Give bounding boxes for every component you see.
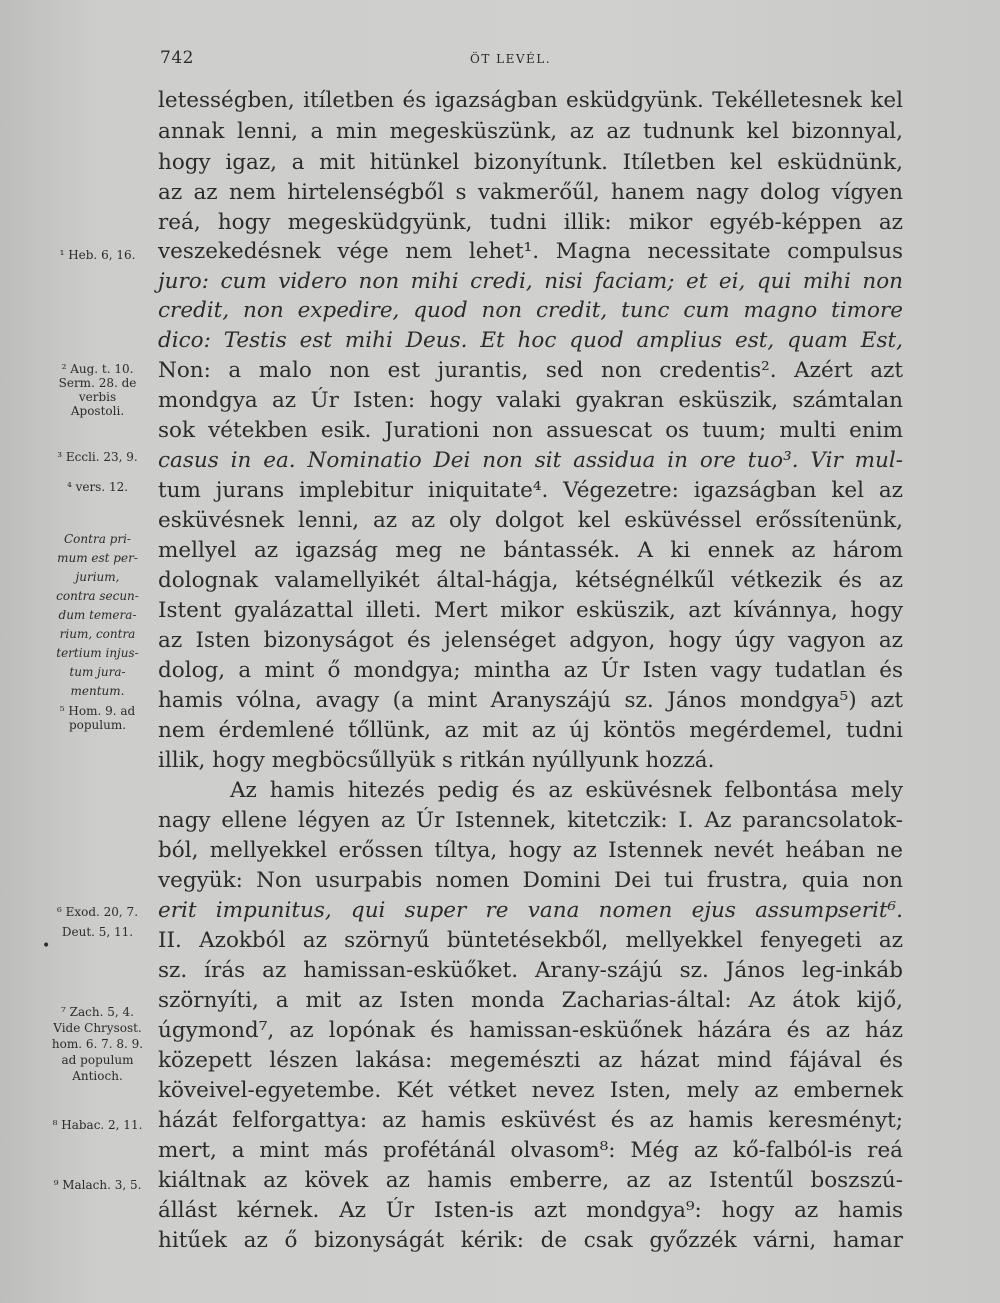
- text-line: hamis vólna, avagy (a mint Aranyszájú sz. János mondgya⁵) azt: [158, 688, 903, 713]
- text-line: reá, hogy megesküdgyünk, tudni illik: mikor egyéb-képpen az: [158, 210, 903, 235]
- text-line: ból, mellyekkel erőssen tíltya, hogy az Istennek nevét heában ne: [158, 838, 903, 863]
- text-line: veszekedésnek vége nem lehet¹. Magna necessitate compulsus: [158, 239, 903, 264]
- text-line: az Isten bizonyságot és jelenséget adgyon, hogy úgy vagyon az: [158, 628, 903, 653]
- text-line: mellyel az igazság meg ne bántassék. A ki ennek az három: [158, 538, 903, 563]
- text-line: köveivel-egyetembe. Két vétket nevez Isten, mely az embernek: [158, 1078, 903, 1103]
- text-line: erit impunitus, qui super re vana nomen ejus assumpserit⁶.: [158, 898, 903, 923]
- text-line: közepett lészen lakása: megemészti az házat mind fájával és: [158, 1048, 903, 1073]
- text-line: nagy ellene légyen az Úr Istennek, kitetczik: I. Az parancsolatok-: [158, 808, 903, 833]
- text-line: állást kérnek. Az Úr Isten-is azt mondgya⁹: hogy az hamis: [158, 1198, 903, 1223]
- text-line: II. Azokból az szörnyű büntetésekből, mellyekkel fenyegeti az: [158, 928, 903, 953]
- text-line: dolog, a mint ő mondgya; mintha az Úr Isten vagy tudatlan és: [158, 658, 903, 683]
- text-line: szörnyíti, a mit az Isten monda Zacharias-által: Az átok kijő,: [158, 988, 903, 1013]
- text-line: dico: Testis est mihi Deus. Et hoc quod amplius est, quam Est,: [158, 328, 903, 353]
- margin-note: ⁹ Malach. 3, 5.: [53, 1178, 142, 1192]
- text-line: dolognak valamellyikét által-hágja, kétségnélkűl vétkezik és az: [158, 568, 903, 593]
- text-line: illik, hogy megböcsűllyük s ritkán nyúllyunk hozzá.: [158, 748, 715, 773]
- margin-note-latin: Contra pri- mum est per- jurium, contra secun- dum temera- rium, contra tertium injus- tum jura- mentum.: [56, 532, 139, 698]
- page-header: [160, 48, 900, 72]
- bullet-mark: •: [42, 938, 51, 954]
- margin-note: ⁵ Hom. 9. ad populum.: [59, 704, 136, 732]
- margin-note: ⁶ Exod. 20, 7. Deut. 5, 11.: [56, 905, 139, 939]
- text-line: vegyük: Non usurpabis nomen Domini Dei tui frustra, quia non: [158, 868, 903, 893]
- text-line: letességben, itíletben és igazságban esküdgyünk. Tekélletesnek kel: [158, 88, 903, 113]
- text-line: úgymond⁷, az lopónak és hamissan-esküőnek házára és az ház: [158, 1018, 903, 1043]
- text-line: Istent gyalázattal illeti. Mert mikor esküszik, azt kívánnya, hogy: [158, 598, 903, 623]
- running-head: ÖT LEVÉL.: [470, 52, 552, 66]
- text-line: juro: cum videro non mihi credi, nisi faciam; et ei, qui mihi non: [158, 269, 903, 294]
- text-line: sok vétekben esik. Jurationi non assuescat os tuum; multi enim: [158, 418, 903, 443]
- margin-note: ³ Eccli. 23, 9.: [57, 450, 138, 464]
- text-line: credit, non expedire, quod non credit, tunc cum magno timore: [158, 298, 903, 323]
- margin-note: ⁷ Zach. 5, 4. Vide Chrysost. hom. 6. 7. 8. 9. ad populum Antioch.: [51, 1005, 144, 1083]
- margin-note: ² Aug. t. 10. Serm. 28. de verbis Apostoli.: [58, 362, 137, 418]
- text-line: Non: a malo non est jurantis, sed non credentis². Azért azt: [158, 358, 903, 383]
- text-line: az az nem hirtelenségből s vakmerőűl, hanem nagy dolog vígyen: [158, 180, 903, 205]
- text-line: annak lenni, a min megesküszünk, az az tudnunk kel bizonnyal,: [158, 119, 903, 144]
- text-line: Az hamis hitezés pedig és az esküvésnek felbontása mely: [230, 778, 903, 803]
- text-line: nem érdemlené tőllünk, az mit az új köntös megérdemel, tudni: [158, 718, 903, 743]
- margin-note: ⁸ Habac. 2, 11.: [52, 1118, 143, 1132]
- text-line: tum jurans implebitur iniquitate⁴. Végezetre: igazságban kel az: [158, 478, 903, 503]
- text-line: hitűek az ő bizonyságát kérik: de csak győzzék várni, hamar: [158, 1228, 903, 1253]
- margin-note: ¹ Heb. 6, 16.: [59, 248, 136, 262]
- margin-note: ⁴ vers. 12.: [66, 480, 129, 494]
- text-line: házát felforgattya: az hamis esküvést és az hamis keresményt;: [158, 1108, 903, 1133]
- text-line: hogy igaz, a mit hitünkel bizonyítunk. Itíletben kel esküdnünk,: [158, 150, 903, 175]
- text-line: casus in ea. Nominatio Dei non sit assidua in ore tuo³. Vir mul-: [158, 448, 903, 473]
- text-line: esküvésnek lenni, az az oly dolgot kel esküvéssel erőssítenünk,: [158, 508, 903, 533]
- text-line: mert, a mint más profétánál olvasom⁸: Még az kő-falból-is reá: [158, 1138, 903, 1163]
- text-line: mondgya az Úr Isten: hogy valaki gyakran esküszik, számtalan: [158, 388, 903, 413]
- text-line: sz. írás az hamissan-esküőket. Arany-szájú sz. János leg-inkáb: [158, 958, 903, 983]
- text-line: kiáltnak az kövek az hamis emberre, az az Istentűl boszszú-: [158, 1168, 903, 1193]
- page-number: 742: [160, 48, 194, 68]
